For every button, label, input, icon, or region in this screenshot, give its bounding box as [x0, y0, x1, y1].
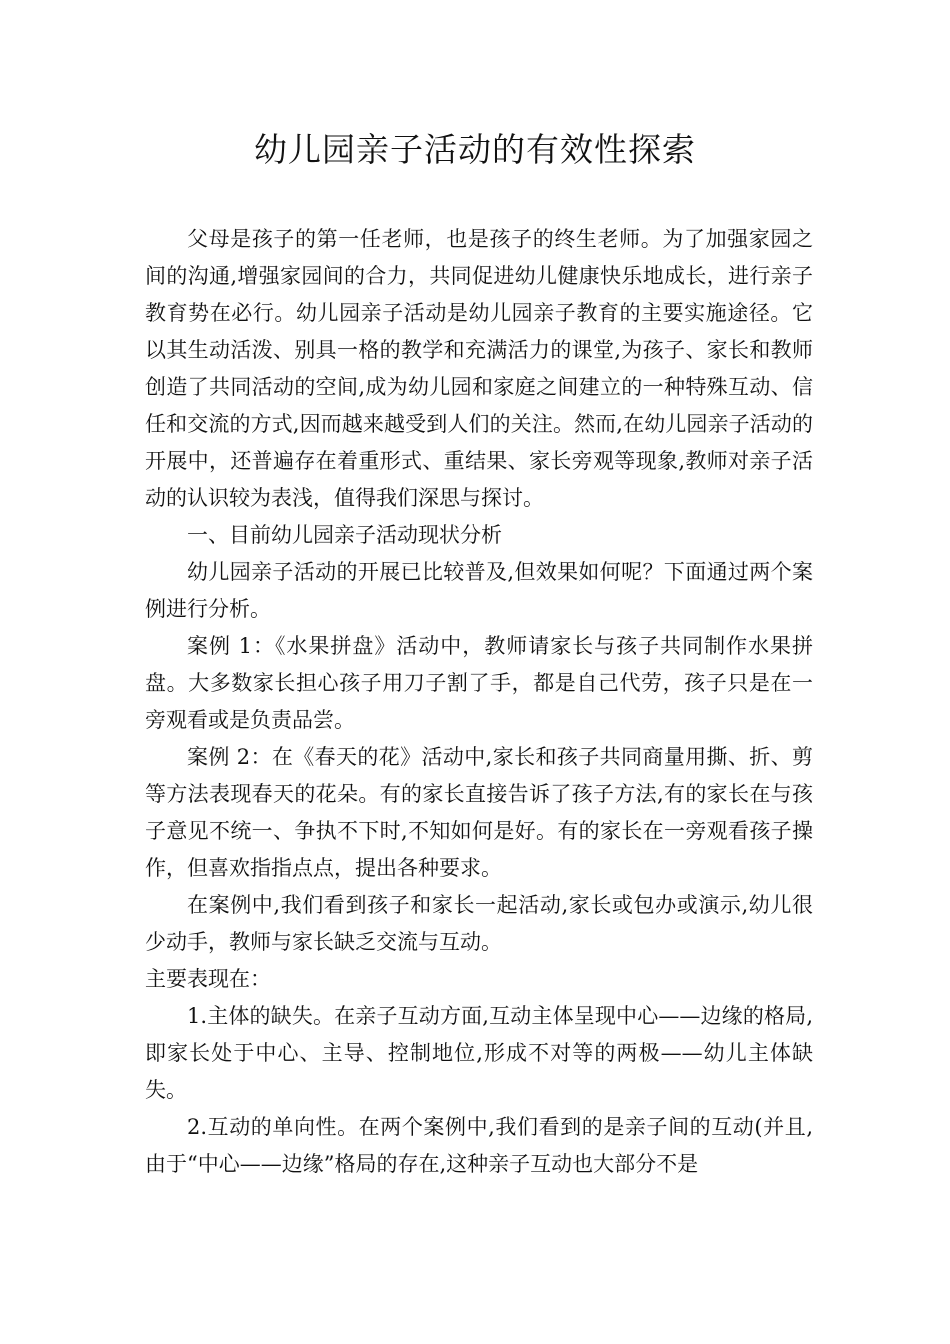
intro-paragraph: 父母是孩子的第一任老师，也是孩子的终生老师。为了加强家园之间的沟通,增强家园间的合力，共同促进幼儿健康快乐地成长，进行亲子教育势在必行。幼儿园亲子活动是幼儿园亲子教育的主要实施途径。它以其生动活泼、别具一格的教学和充满活力的课堂,为孩子、家长和教师创造了共同活动的空间,成为幼儿园和家庭之间建立的一种特殊互动、信任和交流的方式,因而越来越受到人们的关注。然而,在幼儿园亲子活动的开展中，还普遍存在着重形式、重结果、家长旁观等现象,教师对亲子活动的认识较为表浅，值得我们深思与探讨。	[145, 227, 813, 510]
case-summary-paragraph: 在案例中,我们看到孩子和家长一起活动,家长或包办或演示,幼儿很少动手，教师与家长缺乏交流与互动。	[145, 893, 813, 954]
case-2-paragraph: 案例 2：在《春天的花》活动中,家长和孩子共同商量用撕、折、剪等方法表现春天的花朵。有的家长直接告诉了孩子方法,有的家长在与孩子意见不统一、争执不下时,不知如何是好。有的家长在一旁观看孩子操作，但喜欢指指点点，提出各种要求。	[145, 745, 813, 880]
analysis-intro-paragraph: 幼儿园亲子活动的开展已比较普及,但效果如何呢？下面通过两个案例进行分析。	[145, 560, 813, 621]
main-manifestations-label: 主要表现在：	[145, 967, 271, 991]
document-title: 幼儿园亲子活动的有效性探索	[254, 130, 696, 169]
document-body	[145, 221, 813, 1183]
case-1-paragraph: 案例 1：《水果拼盘》活动中，教师请家长与孩子共同制作水果拼盘。大多数家长担心孩子用刀子割了手，都是自己代劳，孩子只是在一旁观看或是负责品尝。	[145, 634, 813, 732]
section-heading-1: 一、目前幼儿园亲子活动现状分析	[187, 523, 502, 547]
point-1-paragraph: 1.主体的缺失。在亲子互动方面,互动主体呈现中心——边缘的格局,即家长处于中心、主导、控制地位,形成不对等的两极——幼儿主体缺失。	[145, 1004, 813, 1102]
point-2-paragraph: 2.互动的单向性。在两个案例中,我们看到的是亲子间的互动(并且,由于“中心——边缘”格局的存在,这种亲子互动也大部分不是	[145, 1115, 813, 1176]
